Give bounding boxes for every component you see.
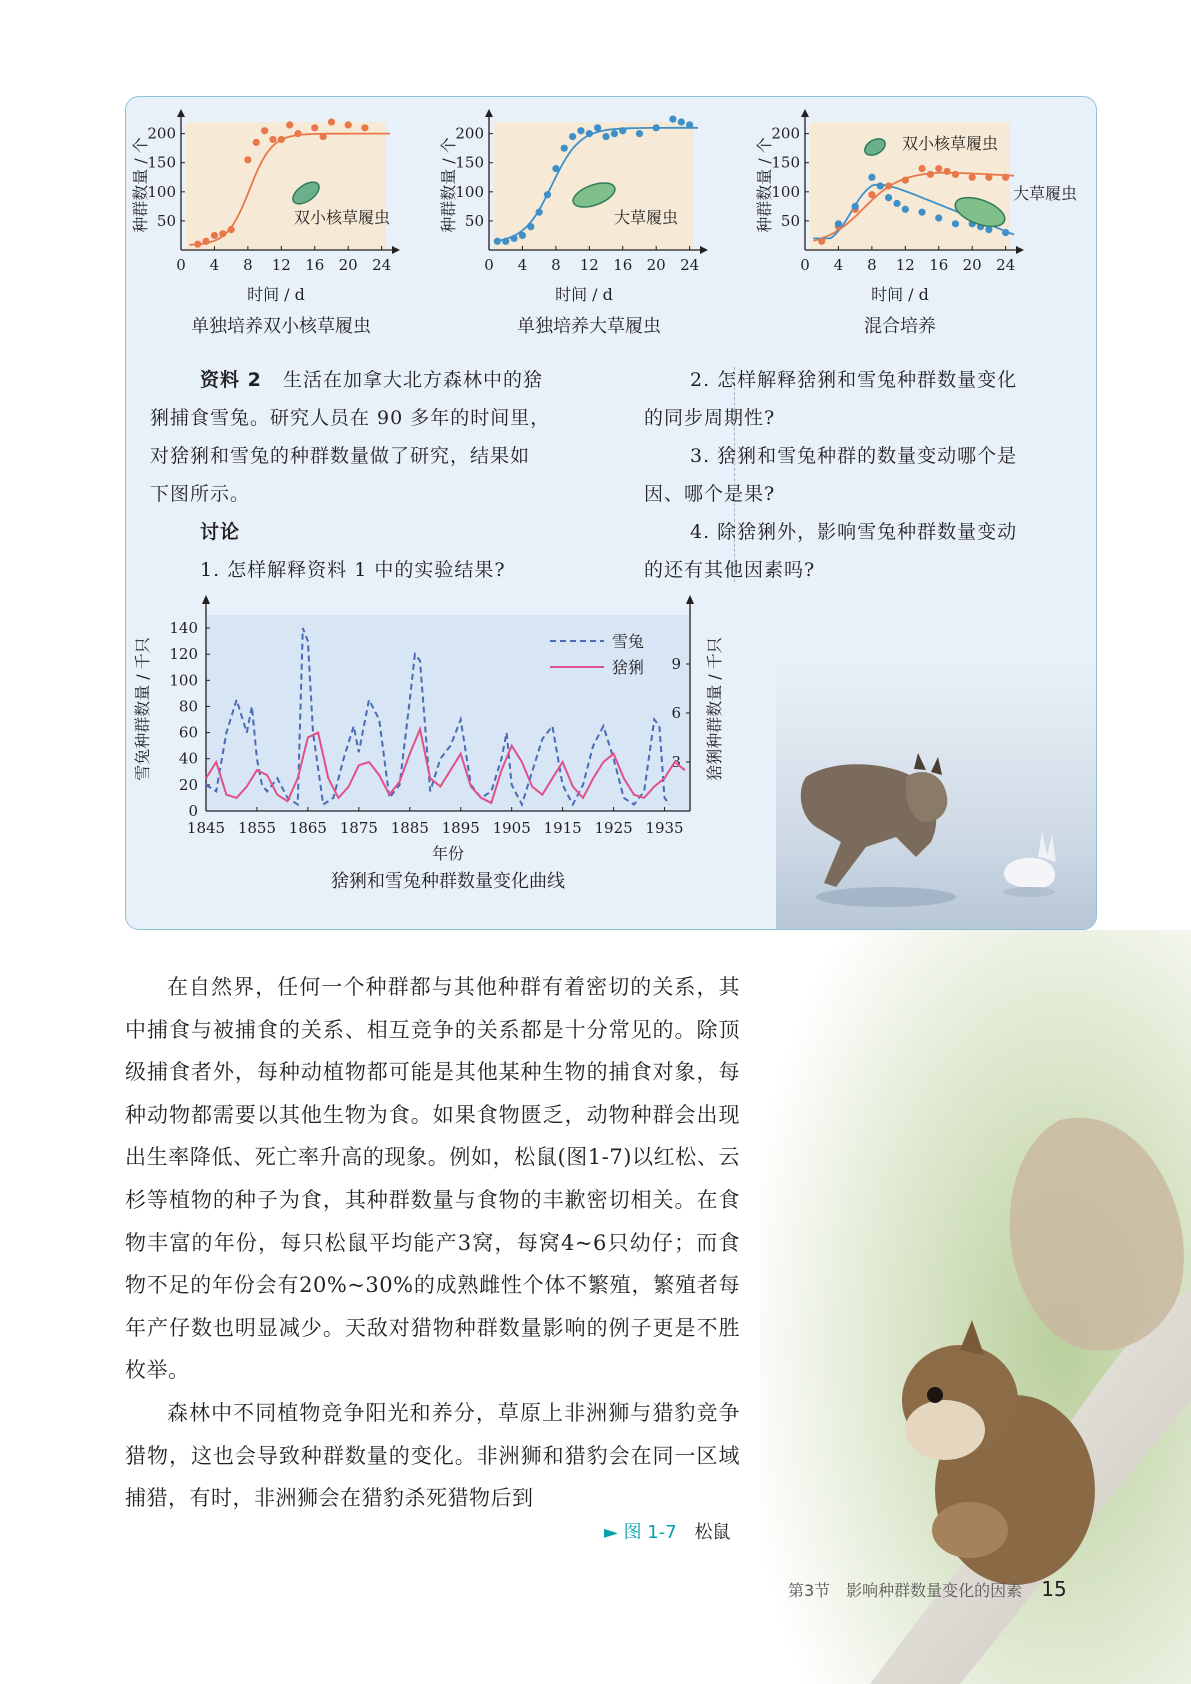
data-point-aurelia	[927, 171, 934, 178]
paragraph-2: 森林中不同植物竞争阳光和养分，草原上非洲狮与猎豹竞争猎物，这也会导致种群数量的变化。非洲狮和猎豹会在同一区域捕猎，有时，非洲狮会在猎豹杀死猎物后到	[125, 1400, 740, 1511]
y-tick-label: 100	[455, 182, 484, 201]
chart-caption: 单独培养双小核草履虫	[191, 316, 371, 337]
y-left-tick-label: 80	[178, 697, 198, 716]
x-tick-label: 1855	[237, 819, 277, 837]
y-right-tick-label: 3	[671, 753, 681, 771]
x-tick-label: 1915	[543, 819, 582, 837]
data-point	[253, 139, 260, 146]
y-tick-label: 50	[464, 211, 484, 230]
x-tick-label: 1865	[288, 819, 327, 837]
data-point	[345, 121, 352, 128]
data-point	[669, 115, 676, 122]
y-tick-label: 200	[455, 124, 484, 143]
lynx-hare-chart	[126, 587, 726, 927]
squirrel-photo	[760, 930, 1191, 1684]
data-point-caudatum	[835, 220, 842, 227]
data-point	[586, 130, 593, 137]
question-2-line-1: 2. 怎样解释猞猁和雪兔种群数量变化	[690, 369, 1018, 391]
x-axis-label: 年份	[431, 844, 465, 863]
y-tick-label: 50	[156, 211, 176, 230]
legend-lynx: 猞猁	[612, 658, 645, 677]
x-tick-label: 4	[833, 256, 844, 274]
lynx-hare-photo	[746, 737, 1097, 927]
x-tick-label: 16	[929, 256, 949, 274]
question-3-line-1: 3. 猞猁和雪兔种群的数量变动哪个是	[690, 445, 1018, 467]
data-point-caudatum	[902, 206, 909, 213]
data-point-aurelia	[885, 182, 892, 189]
x-tick-label: 1885	[390, 819, 429, 837]
chart-paramecium-aurelia	[126, 107, 416, 347]
data-point-aurelia	[985, 174, 992, 181]
data-point	[519, 232, 526, 239]
data-point-aurelia	[918, 165, 925, 172]
y-tick-label: 150	[455, 153, 484, 172]
organism-label: 大草履虫	[614, 208, 679, 227]
discussion-heading: 讨论	[200, 521, 241, 543]
data-point	[194, 241, 201, 248]
question-4-line-2: 的还有其他因素吗?	[644, 559, 816, 581]
question-2-line-2: 的同步周期性?	[644, 407, 776, 429]
data-point	[311, 124, 318, 131]
data-point-caudatum	[952, 220, 959, 227]
x-tick-label: 16	[613, 256, 633, 274]
data-point	[536, 209, 543, 216]
page-number: 15	[1041, 1577, 1067, 1601]
x-axis-label: 时间 / d	[247, 285, 305, 304]
x-axis-label: 时间 / d	[555, 285, 613, 304]
data-point-aurelia	[944, 168, 951, 175]
y-left-tick-label: 20	[178, 775, 198, 794]
y-tick-label: 200	[771, 124, 800, 143]
section-title: 第3节 影响种群数量变化的因素	[788, 1581, 1023, 1600]
data-point-caudatum	[877, 182, 884, 189]
x-tick-label: 16	[305, 256, 325, 274]
x-tick-label: 12	[271, 256, 291, 274]
data-point	[552, 165, 559, 172]
question-1: 1. 怎样解释资料 1 中的实验结果?	[200, 559, 506, 581]
data-point	[577, 127, 584, 134]
legend-hare: 雪兔	[612, 632, 645, 651]
data-point	[544, 191, 551, 198]
data-point	[502, 238, 509, 245]
material-box	[125, 96, 1097, 930]
data-point	[619, 127, 626, 134]
data-point-caudatum	[935, 214, 942, 221]
y-axis-left-label: 雪兔种群数量 / 千只	[133, 637, 152, 781]
chart-caption: 单独培养大草履虫	[517, 316, 661, 337]
data-point-aurelia	[952, 171, 959, 178]
y-tick-label: 100	[147, 182, 176, 201]
data-point	[510, 235, 517, 242]
paragraph-1: 在自然界，任何一个种群都与其他种群有着密切的关系，其中捕食与被捕食的关系、相互竞争的关系都是十分常见的。除顶级捕食者外，每种动植物都可能是其他某种生物的捕食对象，每种动物都需要以其他生物为食。如果食物匮乏，动物种群会出现出生率降低、死亡率升高的现象。例如，松鼠(图1-7)以红松、云杉等植物的种子为食，其种群数量与食物的丰歉密切相关。在食物丰富的年份，每只松鼠平均能产3窝，每窝4~6只幼仔；而食物不足的年份会有20%~30%的成熟雌性个体不繁殖，繁殖者每年产仔数也明显减少。天敌对猎物种群数量影响的例子更是不胜枚举。	[125, 975, 740, 1383]
organism-label: 双小核草履虫	[294, 208, 391, 227]
x-tick-label: 20	[962, 256, 982, 274]
data-point-caudatum	[852, 203, 859, 210]
chart-caption: 混合培养	[864, 316, 936, 337]
y-left-tick-label: 140	[169, 619, 198, 638]
question-3-line-2: 因、哪个是果?	[644, 483, 776, 505]
y-axis-label: 种群数量 / 个	[755, 137, 774, 233]
x-tick-label: 1875	[339, 819, 378, 837]
data-point-aurelia	[1002, 174, 1009, 181]
x-tick-label: 4	[209, 256, 220, 274]
data-point	[294, 130, 301, 137]
data-point-aurelia	[935, 165, 942, 172]
data-point	[594, 124, 601, 131]
data-point	[278, 136, 285, 143]
x-tick-label: 8	[867, 256, 877, 274]
organism-label-2: 大草履虫	[1013, 184, 1078, 203]
figure-title: 松鼠	[694, 1522, 731, 1543]
data-point	[602, 133, 609, 140]
y-left-tick-label: 60	[178, 723, 198, 742]
material-2-label: 资料 2	[200, 369, 262, 391]
discussion-questions	[644, 361, 1084, 589]
figure-number: 图 1-7	[623, 1522, 677, 1543]
material-2-line-4: 下图所示。	[150, 483, 251, 505]
x-tick-label: 1905	[492, 819, 531, 837]
x-tick-label: 12	[579, 256, 599, 274]
data-point-caudatum	[1002, 229, 1009, 236]
x-tick-label: 4	[517, 256, 528, 274]
data-point	[636, 130, 643, 137]
data-point	[228, 226, 235, 233]
chart-mixed-culture	[750, 107, 1096, 347]
data-point-caudatum	[885, 194, 892, 201]
data-point	[244, 156, 251, 163]
chart-paramecium-caudatum	[434, 107, 724, 347]
y-axis-label: 种群数量 / 个	[131, 137, 150, 233]
y-right-tick-label: 9	[671, 655, 681, 673]
data-point-caudatum	[893, 200, 900, 207]
figure-caption	[604, 1518, 730, 1544]
data-point	[219, 230, 226, 237]
y-axis-label: 种群数量 / 个	[439, 137, 458, 233]
data-point	[269, 136, 276, 143]
y-axis-right-label: 猞猁种群数量 / 千只	[705, 637, 724, 781]
data-point	[494, 238, 501, 245]
x-tick-label: 1895	[441, 819, 480, 837]
x-tick-label: 0	[800, 256, 810, 274]
x-tick-label: 24	[680, 256, 700, 274]
x-tick-label: 1925	[594, 819, 633, 837]
x-tick-label: 8	[551, 256, 561, 274]
x-tick-label: 24	[996, 256, 1016, 274]
data-point	[211, 232, 218, 239]
data-point	[569, 133, 576, 140]
x-axis-label: 时间 / d	[871, 285, 929, 304]
data-point	[686, 121, 693, 128]
data-point-aurelia	[902, 177, 909, 184]
x-tick-label: 12	[895, 256, 915, 274]
material-2-text	[150, 361, 710, 589]
y-tick-label: 200	[147, 124, 176, 143]
data-point	[653, 124, 660, 131]
x-tick-label: 0	[176, 256, 186, 274]
data-point-aurelia	[818, 238, 825, 245]
caption-arrow-icon: ►	[604, 1522, 618, 1543]
data-point	[328, 118, 335, 125]
x-tick-label: 1935	[645, 819, 684, 837]
x-tick-label: 0	[484, 256, 494, 274]
data-point	[286, 121, 293, 128]
chart-caption: 猞猁和雪兔种群数量变化曲线	[331, 871, 565, 892]
data-point-caudatum	[868, 174, 875, 181]
y-left-tick-label: 0	[188, 802, 198, 820]
data-point	[261, 127, 268, 134]
data-point	[527, 223, 534, 230]
data-point-aurelia	[969, 174, 976, 181]
y-left-tick-label: 40	[178, 749, 198, 768]
material-2-line-2: 猁捕食雪兔。研究人员在 90 多年的时间里，	[150, 407, 551, 429]
data-point	[611, 130, 618, 137]
material-2-line-1: 生活在加拿大北方森林中的猞	[282, 369, 543, 391]
data-point	[678, 118, 685, 125]
data-point	[320, 133, 327, 140]
x-tick-label: 24	[372, 256, 392, 274]
data-point	[561, 145, 568, 152]
y-right-tick-label: 6	[671, 704, 681, 722]
organism-label-1: 双小核草履虫	[902, 134, 999, 153]
y-tick-label: 150	[771, 153, 800, 172]
x-tick-label: 20	[646, 256, 666, 274]
body-text	[125, 966, 740, 1520]
data-point-caudatum	[918, 209, 925, 216]
y-tick-label: 150	[147, 153, 176, 172]
material-2-line-3: 对猞猁和雪兔的种群数量做了研究，结果如	[150, 445, 531, 467]
data-point	[361, 124, 368, 131]
y-tick-label: 50	[780, 211, 800, 230]
page-footer	[788, 1577, 1067, 1601]
question-4-line-1: 4. 除猞猁外，影响雪兔种群数量变动	[690, 521, 1018, 543]
y-left-tick-label: 100	[169, 671, 198, 690]
x-tick-label: 20	[338, 256, 358, 274]
x-tick-label: 1845	[186, 819, 226, 837]
y-left-tick-label: 120	[169, 645, 198, 664]
data-point-aurelia	[868, 191, 875, 198]
data-point	[202, 238, 209, 245]
y-tick-label: 100	[771, 182, 800, 201]
x-tick-label: 8	[243, 256, 253, 274]
